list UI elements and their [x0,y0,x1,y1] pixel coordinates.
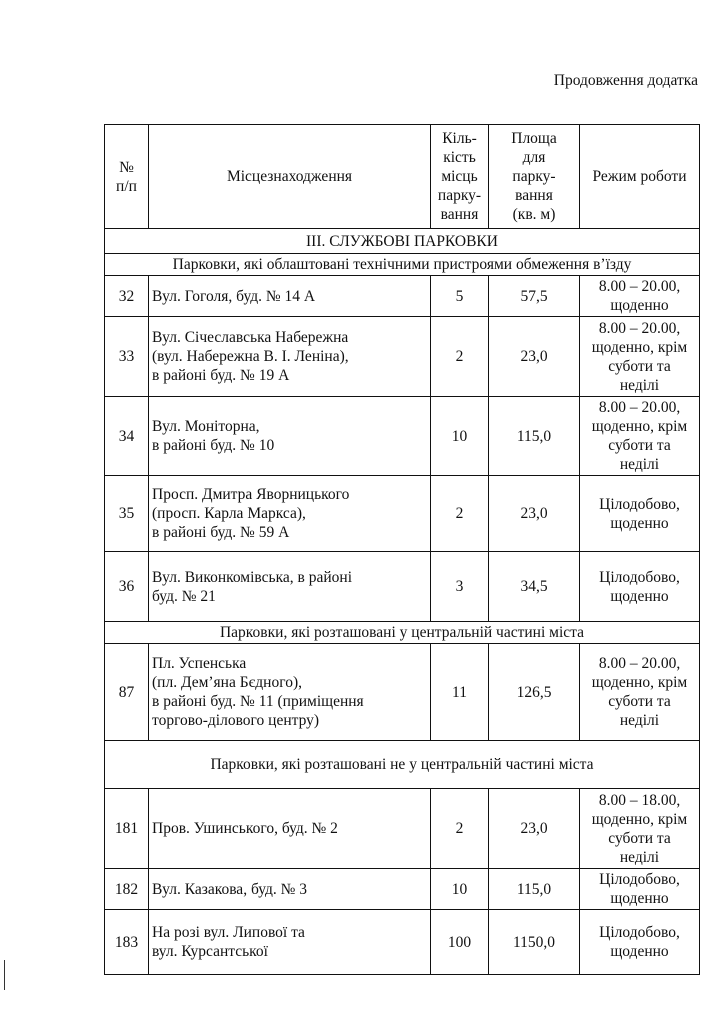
table-row [105,910,700,975]
table-row [105,552,700,622]
cell-spots: 10 [431,397,489,476]
cell-area: 23,0 [489,476,580,552]
cell-schedule: 8.00 – 20.00, щоденно, крім суботи та неділі [580,397,700,476]
cell-area: 1150,0 [489,910,580,975]
cell-area: 23,0 [489,789,580,869]
header-area: Площа для парку- вання (кв. м) [489,125,580,229]
group-title: Парковки, які облаштовані технічними пристроями обмеження в’їзду [105,254,700,276]
table-row [105,276,700,317]
parking-table [104,124,700,975]
section-title-row [105,229,700,254]
header-location: Місцезнаходження [149,125,431,229]
cell-schedule: Цілодобово, щоденно [580,552,700,622]
cell-area: 115,0 [489,397,580,476]
table-row [105,317,700,397]
group-title-row [105,254,700,276]
margin-mark [4,960,5,990]
cell-num: 36 [105,552,149,622]
cell-location: Вул. Січеславська Набережна (вул. Набережна В. І. Леніна), в районі буд. № 19 А [149,317,431,397]
cell-area: 126,5 [489,644,580,741]
cell-schedule: Цілодобово, щоденно [580,476,700,552]
cell-num: 181 [105,789,149,869]
cell-location: Вул. Моніторна, в районі буд. № 10 [149,397,431,476]
cell-spots: 2 [431,317,489,397]
cell-area: 57,5 [489,276,580,317]
cell-area: 23,0 [489,317,580,397]
cell-spots: 2 [431,476,489,552]
header-num: № п/п [105,125,149,229]
group-title: Парковки, які розташовані не у центральній частині міста [105,741,700,789]
cell-spots: 10 [431,869,489,910]
section-title: ІІІ. СЛУЖБОВІ ПАРКОВКИ [105,229,700,254]
cell-location: Просп. Дмитра Яворницького (просп. Карла Маркса), в районі буд. № 59 А [149,476,431,552]
cell-spots: 5 [431,276,489,317]
cell-schedule: 8.00 – 20.00, щоденно, крім суботи та неділі [580,644,700,741]
cell-area: 34,5 [489,552,580,622]
cell-area: 115,0 [489,869,580,910]
cell-schedule: Цілодобово, щоденно [580,869,700,910]
cell-num: 33 [105,317,149,397]
table-row [105,476,700,552]
cell-spots: 3 [431,552,489,622]
cell-location: Вул. Казакова, буд. № 3 [149,869,431,910]
cell-location: Вул. Гоголя, буд. № 14 А [149,276,431,317]
cell-num: 183 [105,910,149,975]
group-title-row [105,622,700,644]
cell-schedule: 8.00 – 20.00, щоденно [580,276,700,317]
group-title: Парковки, які розташовані у центральній частині міста [105,622,700,644]
cell-location: Пров. Ушинського, буд. № 2 [149,789,431,869]
cell-num: 34 [105,397,149,476]
header-schedule: Режим роботи [580,125,700,229]
table-row [105,397,700,476]
header-spots: Кіль- кість місць парку- вання [431,125,489,229]
continuation-label: Продовження додатка [553,72,698,89]
cell-num: 87 [105,644,149,741]
cell-num: 35 [105,476,149,552]
cell-spots: 100 [431,910,489,975]
cell-schedule: Цілодобово, щоденно [580,910,700,975]
group-title-row [105,741,700,789]
table-row [105,869,700,910]
cell-location: На розі вул. Липової та вул. Курсантської [149,910,431,975]
cell-schedule: 8.00 – 20.00, щоденно, крім суботи та неділі [580,317,700,397]
cell-location: Вул. Виконкомівська, в районі буд. № 21 [149,552,431,622]
table-row [105,789,700,869]
cell-spots: 2 [431,789,489,869]
table-row [105,644,700,741]
cell-schedule: 8.00 – 18.00, щоденно, крім суботи та неділі [580,789,700,869]
cell-num: 182 [105,869,149,910]
cell-location: Пл. Успенська (пл. Дем’яна Бєдного), в районі буд. № 11 (приміщення торгово-ділового центру) [149,644,431,741]
cell-num: 32 [105,276,149,317]
table-header-row [105,125,700,229]
cell-spots: 11 [431,644,489,741]
